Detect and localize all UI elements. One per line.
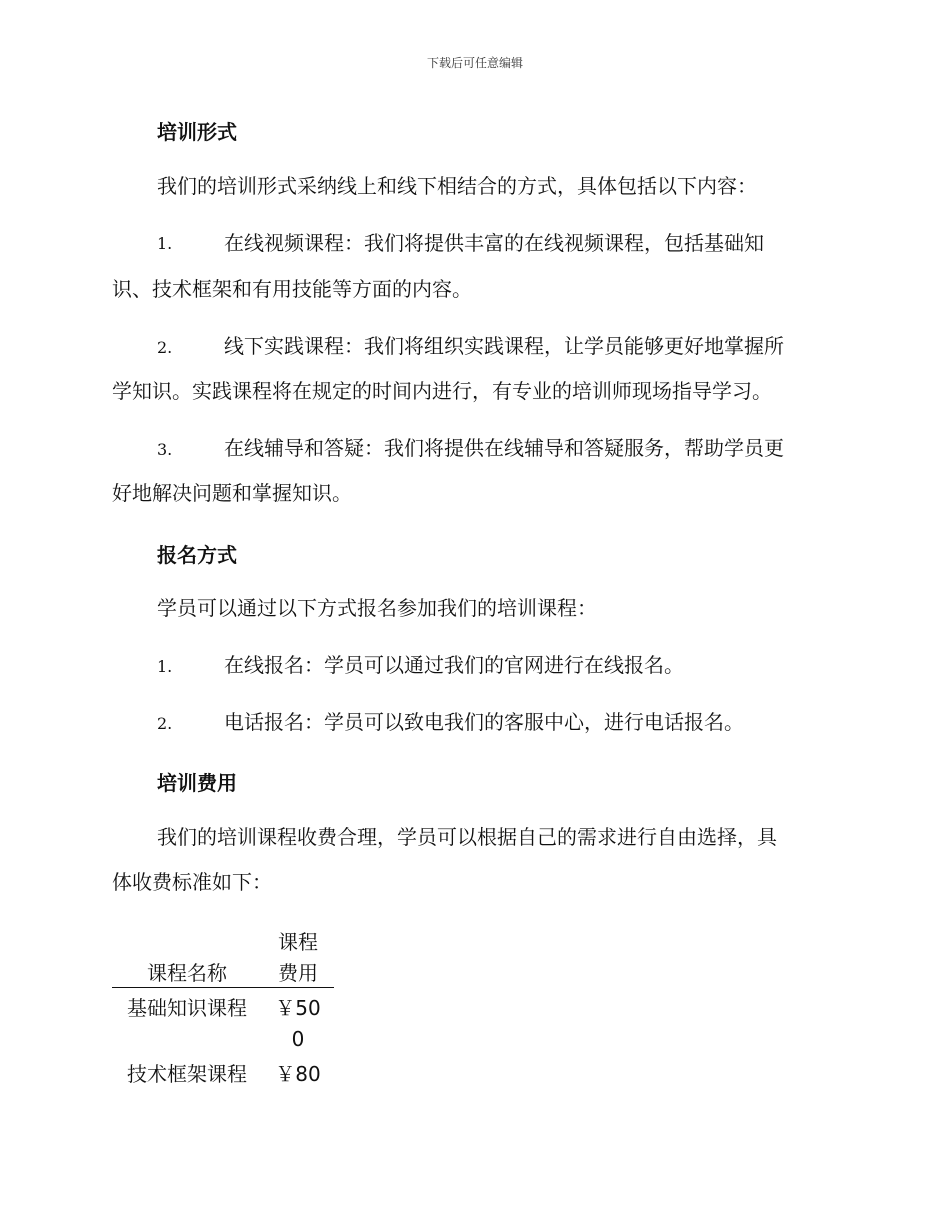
list-item-text: 线下实践课程：我们将组织实践课程，让学员能够更好地掌握所 (224, 334, 784, 358)
page-header-note: 下载后可任意编辑 (426, 56, 523, 70)
table-cell-fee-line1: ￥80 (275, 1062, 321, 1086)
table-header-rule (112, 987, 334, 988)
list-item-text: 在线辅导和答疑：我们将提供在线辅导和答疑服务，帮助学员更 (224, 436, 784, 460)
table-cell-course-name: 基础知识课程 (127, 996, 247, 1020)
list-number: 1. (157, 657, 173, 676)
registration-intro: 学员可以通过以下方式报名参加我们的培训课程： (157, 596, 597, 620)
fees-intro: 我们的培训课程收费合理，学员可以根据自己的需求进行自由选择，具 (157, 825, 777, 849)
table-cell-course-name: 技术框架课程 (127, 1062, 247, 1086)
fees-intro-continued: 体收费标准如下： (112, 870, 272, 894)
list-number: 2. (157, 714, 173, 733)
table-cell-fee (262, 993, 334, 1055)
training-format-intro: 我们的培训形式采纳线上和线下相结合的方式，具体包括以下内容： (157, 174, 757, 198)
table-cell-fee (262, 1059, 334, 1090)
list-item-text-continued: 识、技术框架和有用技能等方面的内容。 (112, 277, 472, 301)
list-number: 3. (157, 440, 173, 459)
table-header-fee-line2: 费用 (278, 961, 318, 985)
table-header-fee-line1: 课程 (278, 930, 318, 954)
list-item-text-continued: 好地解决问题和掌握知识。 (112, 481, 352, 505)
section-heading-fees: 培训费用 (157, 771, 237, 795)
list-item-text: 在线报名：学员可以通过我们的官网进行在线报名。 (224, 653, 684, 677)
table-header-course-name: 课程名称 (147, 961, 227, 985)
list-item-text: 在线视频课程：我们将提供丰富的在线视频课程，包括基础知 (224, 231, 764, 255)
table-header-fee (262, 928, 334, 987)
list-item-text-continued: 学知识。实践课程将在规定的时间内进行，有专业的培训师现场指导学习。 (112, 379, 772, 403)
table-cell-fee-line1: ￥50 (275, 996, 321, 1020)
section-heading-training-format: 培训形式 (157, 120, 237, 144)
list-number: 2. (157, 338, 173, 357)
list-item-text: 电话报名：学员可以致电我们的客服中心，进行电话报名。 (224, 710, 744, 734)
section-heading-registration: 报名方式 (157, 543, 237, 567)
table-cell-fee-line2: 0 (291, 1027, 305, 1051)
list-number: 1. (157, 234, 173, 253)
